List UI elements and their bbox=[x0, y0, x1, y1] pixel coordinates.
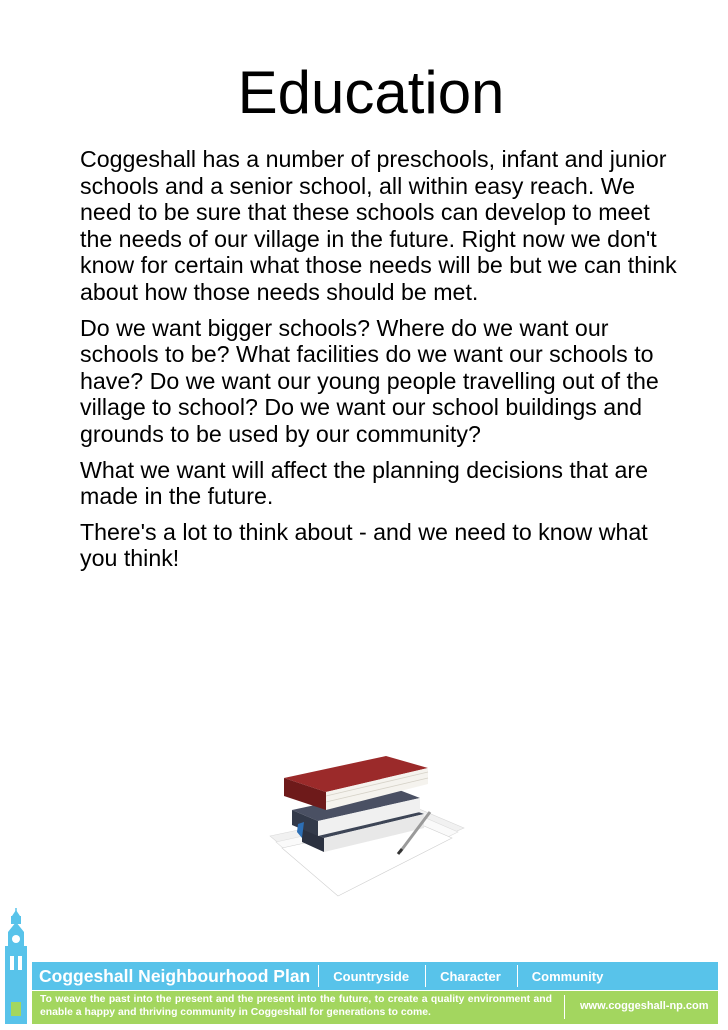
paragraph: Do we want bigger schools? Where do we want our schools to be? What facilities do we want our schools to have? Do we want our young people travelling out of the village to school? Do we want our school buildings and grounds to be used by our community? bbox=[80, 314, 659, 447]
divider bbox=[564, 995, 565, 1019]
divider bbox=[425, 965, 426, 987]
website-url: www.coggeshall-np.com bbox=[580, 1000, 709, 1012]
nav-item-community: Community bbox=[531, 968, 604, 984]
paragraph: What we want will affect the planning decisions that are made in the future. bbox=[80, 456, 648, 510]
nav-item-countryside: Countryside bbox=[333, 968, 410, 984]
tagline: To weave the past into the present and the present into the future, to create a quality environment and enable a happy and thriving community in Coggeshall for generations to come. bbox=[40, 994, 552, 1018]
page-title: Education bbox=[237, 59, 505, 126]
divider bbox=[318, 965, 319, 987]
plan-name: Coggeshall Neighbourhood Plan bbox=[39, 965, 311, 986]
body-text bbox=[80, 146, 680, 581]
paragraph: Coggeshall has a number of preschools, infant and junior schools and a senior school, all within easy reach. We need to be sure that these schools can develop to meet the needs of our village in the future. Right now we don't know for certain what those needs will be but we can think about how those needs should be met. bbox=[80, 146, 677, 305]
footer-banner bbox=[32, 962, 718, 990]
books-illustration bbox=[262, 748, 472, 898]
paragraph: There's a lot to think about - and we need to know what you think! bbox=[80, 518, 648, 572]
divider bbox=[517, 965, 518, 987]
footer-tagline-bar bbox=[32, 991, 718, 1024]
church-tower-logo bbox=[2, 906, 32, 1024]
nav-item-character: Character bbox=[440, 968, 501, 984]
